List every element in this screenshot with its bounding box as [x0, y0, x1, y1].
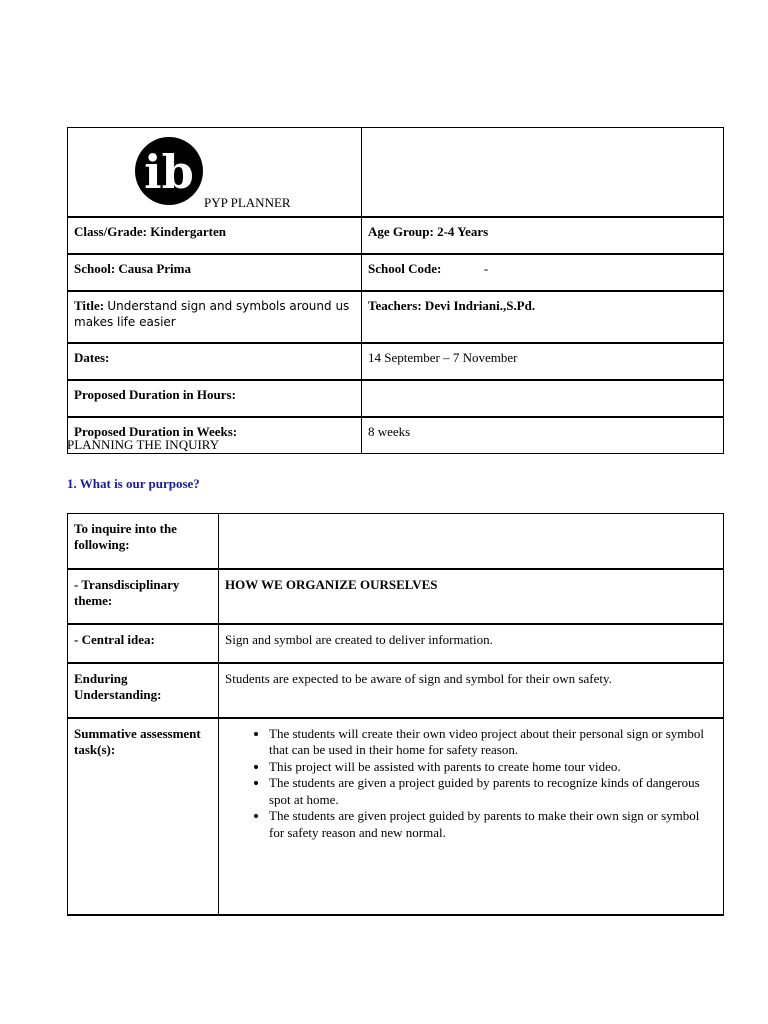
title-cell: [68, 291, 362, 343]
purpose-question: 1. What is our purpose?: [67, 476, 200, 491]
task-item: • The students are given project guided by parents to make their own sign or symbol for safety reason and new normal.: [269, 808, 717, 841]
header-blank-cell: [362, 128, 724, 218]
duration-weeks-label: Proposed Duration in Weeks:: [68, 417, 362, 454]
enduring-label: Enduring Understanding:: [68, 663, 219, 718]
planner-label: PYP PLANNER: [204, 195, 291, 210]
summative-label: Summative assessment task(s):: [68, 718, 219, 915]
dates-value: 14 September – 7 November: [362, 343, 724, 380]
central-idea-value: Sign and symbol are created to deliver information.: [219, 624, 724, 663]
duration-hours-value: [362, 380, 724, 417]
theme-label: - Transdisciplinary theme:: [68, 569, 219, 624]
title-value: Understand sign and symbols around us makes life easier: [74, 299, 350, 329]
school-code: [362, 254, 724, 291]
school-code-value: -: [483, 261, 489, 276]
purpose-table: [67, 513, 724, 916]
inquire-value: [219, 514, 724, 569]
task-item: • The students will create their own video project about their personal sign or symbol that can be used in their home for safety reason.: [269, 726, 717, 759]
header-table: [67, 127, 724, 454]
school-code-label: School Code:: [368, 261, 442, 276]
school: School: Causa Prima: [68, 254, 362, 291]
logo-cell: [68, 128, 362, 218]
class-grade: Class/Grade: Kindergarten: [68, 217, 362, 254]
task-item: • This project will be assisted with parents to create home tour video.: [269, 759, 717, 776]
dates-label: Dates:: [68, 343, 362, 380]
theme-value: HOW WE ORGANIZE OURSELVES: [219, 569, 724, 624]
task-list: [225, 726, 717, 842]
teachers: Teachers: Devi Indriani.,S.Pd.: [362, 291, 724, 343]
section-heading: PLANNING THE INQUIRY: [67, 437, 220, 452]
enduring-value: Students are expected to be aware of sign and symbol for their own safety.: [219, 663, 724, 718]
duration-weeks-value: 8 weeks: [362, 417, 724, 454]
title-label: Title:: [74, 298, 105, 313]
task-item: • The students are given a project guided by parents to recognize kinds of dangerous spot at home.: [269, 775, 717, 808]
logo-text: ib: [144, 145, 194, 199]
duration-hours-label: Proposed Duration in Hours:: [68, 380, 362, 417]
inquire-label: To inquire into the following:: [68, 514, 219, 569]
central-idea-label: - Central idea:: [68, 624, 219, 663]
summative-tasks-cell: [219, 718, 724, 915]
age-group: Age Group: 2-4 Years: [362, 217, 724, 254]
ib-logo-icon: [134, 136, 204, 206]
